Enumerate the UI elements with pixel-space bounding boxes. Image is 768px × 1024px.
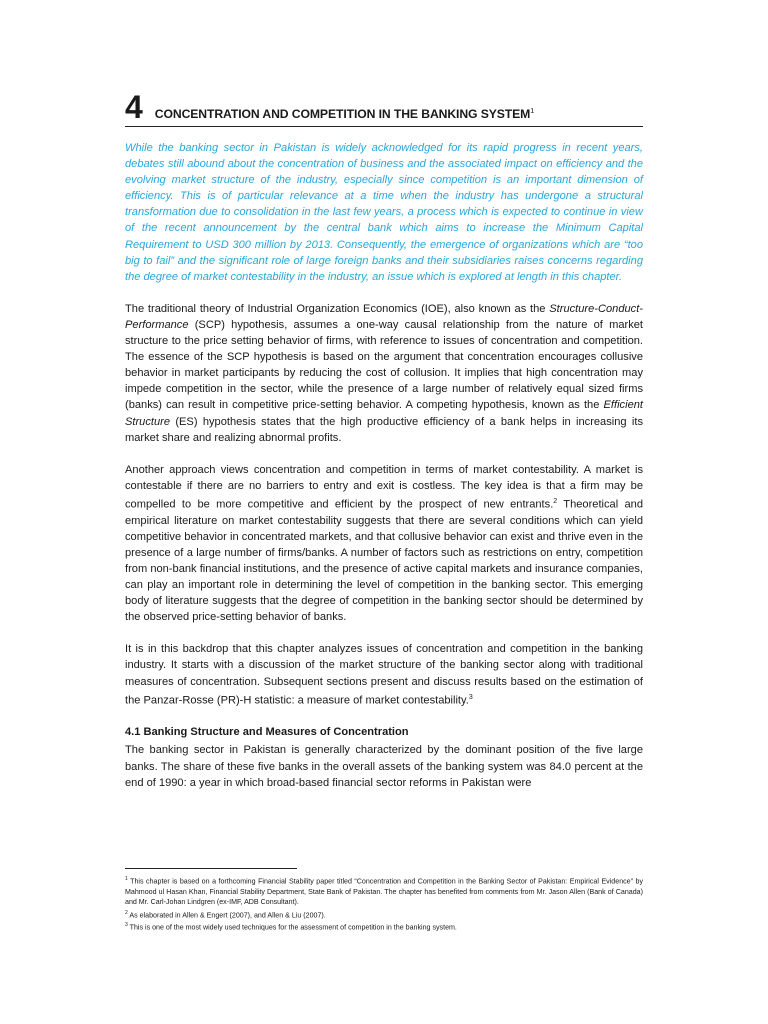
- paragraph-scp-hypothesis: [125, 301, 643, 446]
- footnote-1: [125, 874, 643, 908]
- footnotes: [125, 874, 643, 933]
- paragraph-banking-structure: The banking sector in Pakistan is generally characterized by the dominant position of the five large banks. The share of these five banks in the overall assets of the banking system was 84.0 percent at the end of 1990: a year in which broad-based financial sector reforms in Pakistan were: [125, 744, 643, 789]
- p1-text-c: (SCP) hypothesis, assumes a one-way causal relationship from the nature of market structure to the price setting behavior of firms, with reference to issues of concentration and competition. The essence of the SCP hypothesis is based on the argument that concentration encourages collusive behavior in market participants by reducing the cost of collusion. It implies that high concentration may impede competition in the sector, while the presence of a large number of relatively equal sized firms (banks) can result in competitive price-setting behavior. A competing hypothesis, known as the: [125, 318, 643, 412]
- footnote-2-text: As elaborated in Allen & Engert (2007), and Allen & Liu (2007).: [127, 910, 326, 919]
- footnote-separator: [125, 868, 297, 869]
- p2-text-a: Another approach views concentration and competition in terms of market contestability. A market is contestable if there are no barriers to entry and exit is costless. The key idea is that a firm may be compelled to be more competitive and efficient by the prospect of new entrants.: [125, 463, 643, 511]
- p1-text-a: The traditional theory of Industrial Organization Economics (IOE), also known as the: [125, 302, 550, 315]
- chapter-title-text: CONCENTRATION AND COMPETITION IN THE BANKING SYSTEM: [154, 107, 531, 121]
- p2-text-b: Theoretical and empirical literature on market contestability suggests that there are several conditions which can yield competitive behavior in concentrated markets, and that collusive behavior can exist and thrive even in the presence of a large number of firms/banks. A number of factors such as restrictions on entry, competition from non-bank financial institutions, and the presence of active capital markets and insurance companies, can play an important role in determining the level of competition in the banking sector. This emerging body of literature suggests that the degree of competition in the banking sector should be determined by the observed price-setting behavior of banks.: [125, 498, 643, 624]
- footnote-1-text: This chapter is based on a forthcoming Financial Stability paper titled “Concentration and Competition in the Banking Sector of Pakistan: Empirical Evidence” by Mahmood ul Hasan Khan, Financial Stability Department, State Bank of Pakistan. The chapter has benefited from comments from Mr. Jason Allen (Bank of Canada) and Mr. Carl-Johan Lindgren (ex-IMF, ADB Consultant).: [125, 877, 643, 907]
- footnote-1-number: 1: [125, 876, 128, 882]
- footnote-ref-2[interactable]: 2: [553, 497, 558, 505]
- footnote-3-number: 3: [125, 922, 128, 929]
- chapter-page: [125, 89, 643, 791]
- p1-term-scp: Structure-Conduct-Performance: [125, 302, 643, 331]
- footnote-ref-1[interactable]: 1: [530, 107, 535, 115]
- chapter-abstract: While the banking sector in Pakistan is widely acknowledged for its rapid progress in recent years, debates still abound about the concentration of business and the associated impact on efficiency and the evolving market structure of the industry, especially since competition is an important dimension of efficiency. This is of particular relevance at a time when the industry has undergone a structural transformation due to consolidation in the last few years, a process which is expected to continue in view of the recent announcement by the central bank which aims to increase the Minimum Capital Requirement to USD 300 million by 2013. Consequently, the emergence of organizations which are “too big to fail” and the significant role of large foreign banks and their subsidiaries raises concerns regarding the degree of market contestability in the industry, an issue which is explored at length in this chapter.: [125, 142, 643, 283]
- footnote-2-number: 2: [125, 909, 128, 916]
- p1-term-es: Efficient Structure: [125, 399, 643, 428]
- p3-text: It is in this backdrop that this chapter analyzes issues of concentration and competition in the banking industry. It starts with a discussion of the market structure of the banking sector along with traditional measures of concentration. Subsequent sections present and discuss results based on the estimation of the Panzar-Rosse (PR)-H statistic: a measure of market contestability.: [125, 643, 643, 707]
- chapter-title: [155, 104, 534, 122]
- footnote-ref-3[interactable]: 3: [468, 693, 473, 701]
- chapter-header: [125, 89, 643, 127]
- footnote-2: [125, 908, 643, 921]
- footnote-3: [125, 920, 643, 933]
- paragraph-contestability: [125, 462, 643, 626]
- paragraph-chapter-outline: [125, 641, 643, 708]
- p1-text-e: (ES) hypothesis states that the high productive efficiency of a bank helps in increasing its market share and realizing abnormal profits.: [125, 415, 643, 444]
- footnote-3-text: This is one of the most widely used techniques for the assessment of competition in the banking system.: [127, 923, 457, 932]
- chapter-number: 4: [125, 89, 143, 125]
- section-heading-4-1: 4.1 Banking Structure and Measures of Concentration: [125, 726, 409, 739]
